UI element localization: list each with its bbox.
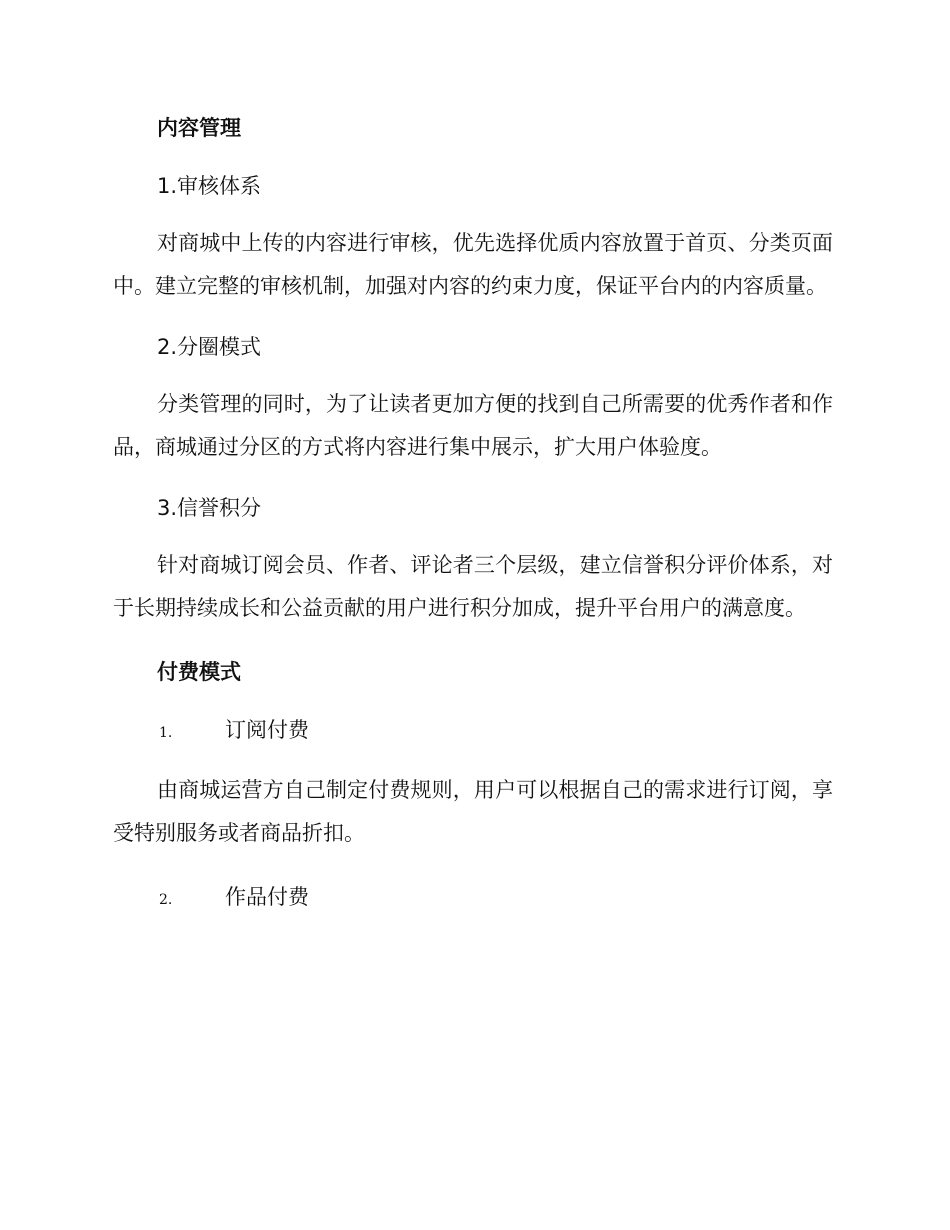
list-label: 订阅付费 — [225, 718, 309, 742]
paragraph-credit-points: 针对商城订阅会员、作者、评论者三个层级，建立信誉积分评价体系，对于长期持续成长和公益贡献的用户进行积分加成，提升平台用户的满意度。 — [113, 553, 833, 620]
paragraph-subscription-payment: 由商城运营方自己制定付费规则，用户可以根据自己的需求进行订阅，享受特别服务或者商品折扣。 — [113, 778, 833, 845]
list-label: 作品付费 — [225, 885, 309, 909]
paragraph-review-system: 对商城中上传的内容进行审核，优先选择优质内容放置于首页、分类页面中。建立完整的审核机制，加强对内容的约束力度，保证平台内的内容质量。 — [113, 231, 833, 298]
paragraph-circle-mode: 分类管理的同时，为了让读者更加方便的找到自己所需要的优秀作者和作品，商城通过分区的方式将内容进行集中展示，扩大用户体验度。 — [113, 392, 833, 459]
list-item-subscription-payment — [113, 714, 833, 749]
section-title-payment-mode: 付费模式 — [157, 660, 241, 684]
list-item-work-payment — [113, 881, 833, 916]
list-number: 1. — [159, 725, 173, 741]
list-number: 2. — [159, 892, 173, 908]
subheading-review-system: 1.审核体系 — [157, 174, 262, 198]
subheading-credit-points: 3.信誉积分 — [157, 496, 262, 520]
section-title-content-management: 内容管理 — [157, 116, 241, 140]
subheading-circle-mode: 2.分圈模式 — [157, 335, 262, 359]
document-content — [113, 112, 833, 916]
